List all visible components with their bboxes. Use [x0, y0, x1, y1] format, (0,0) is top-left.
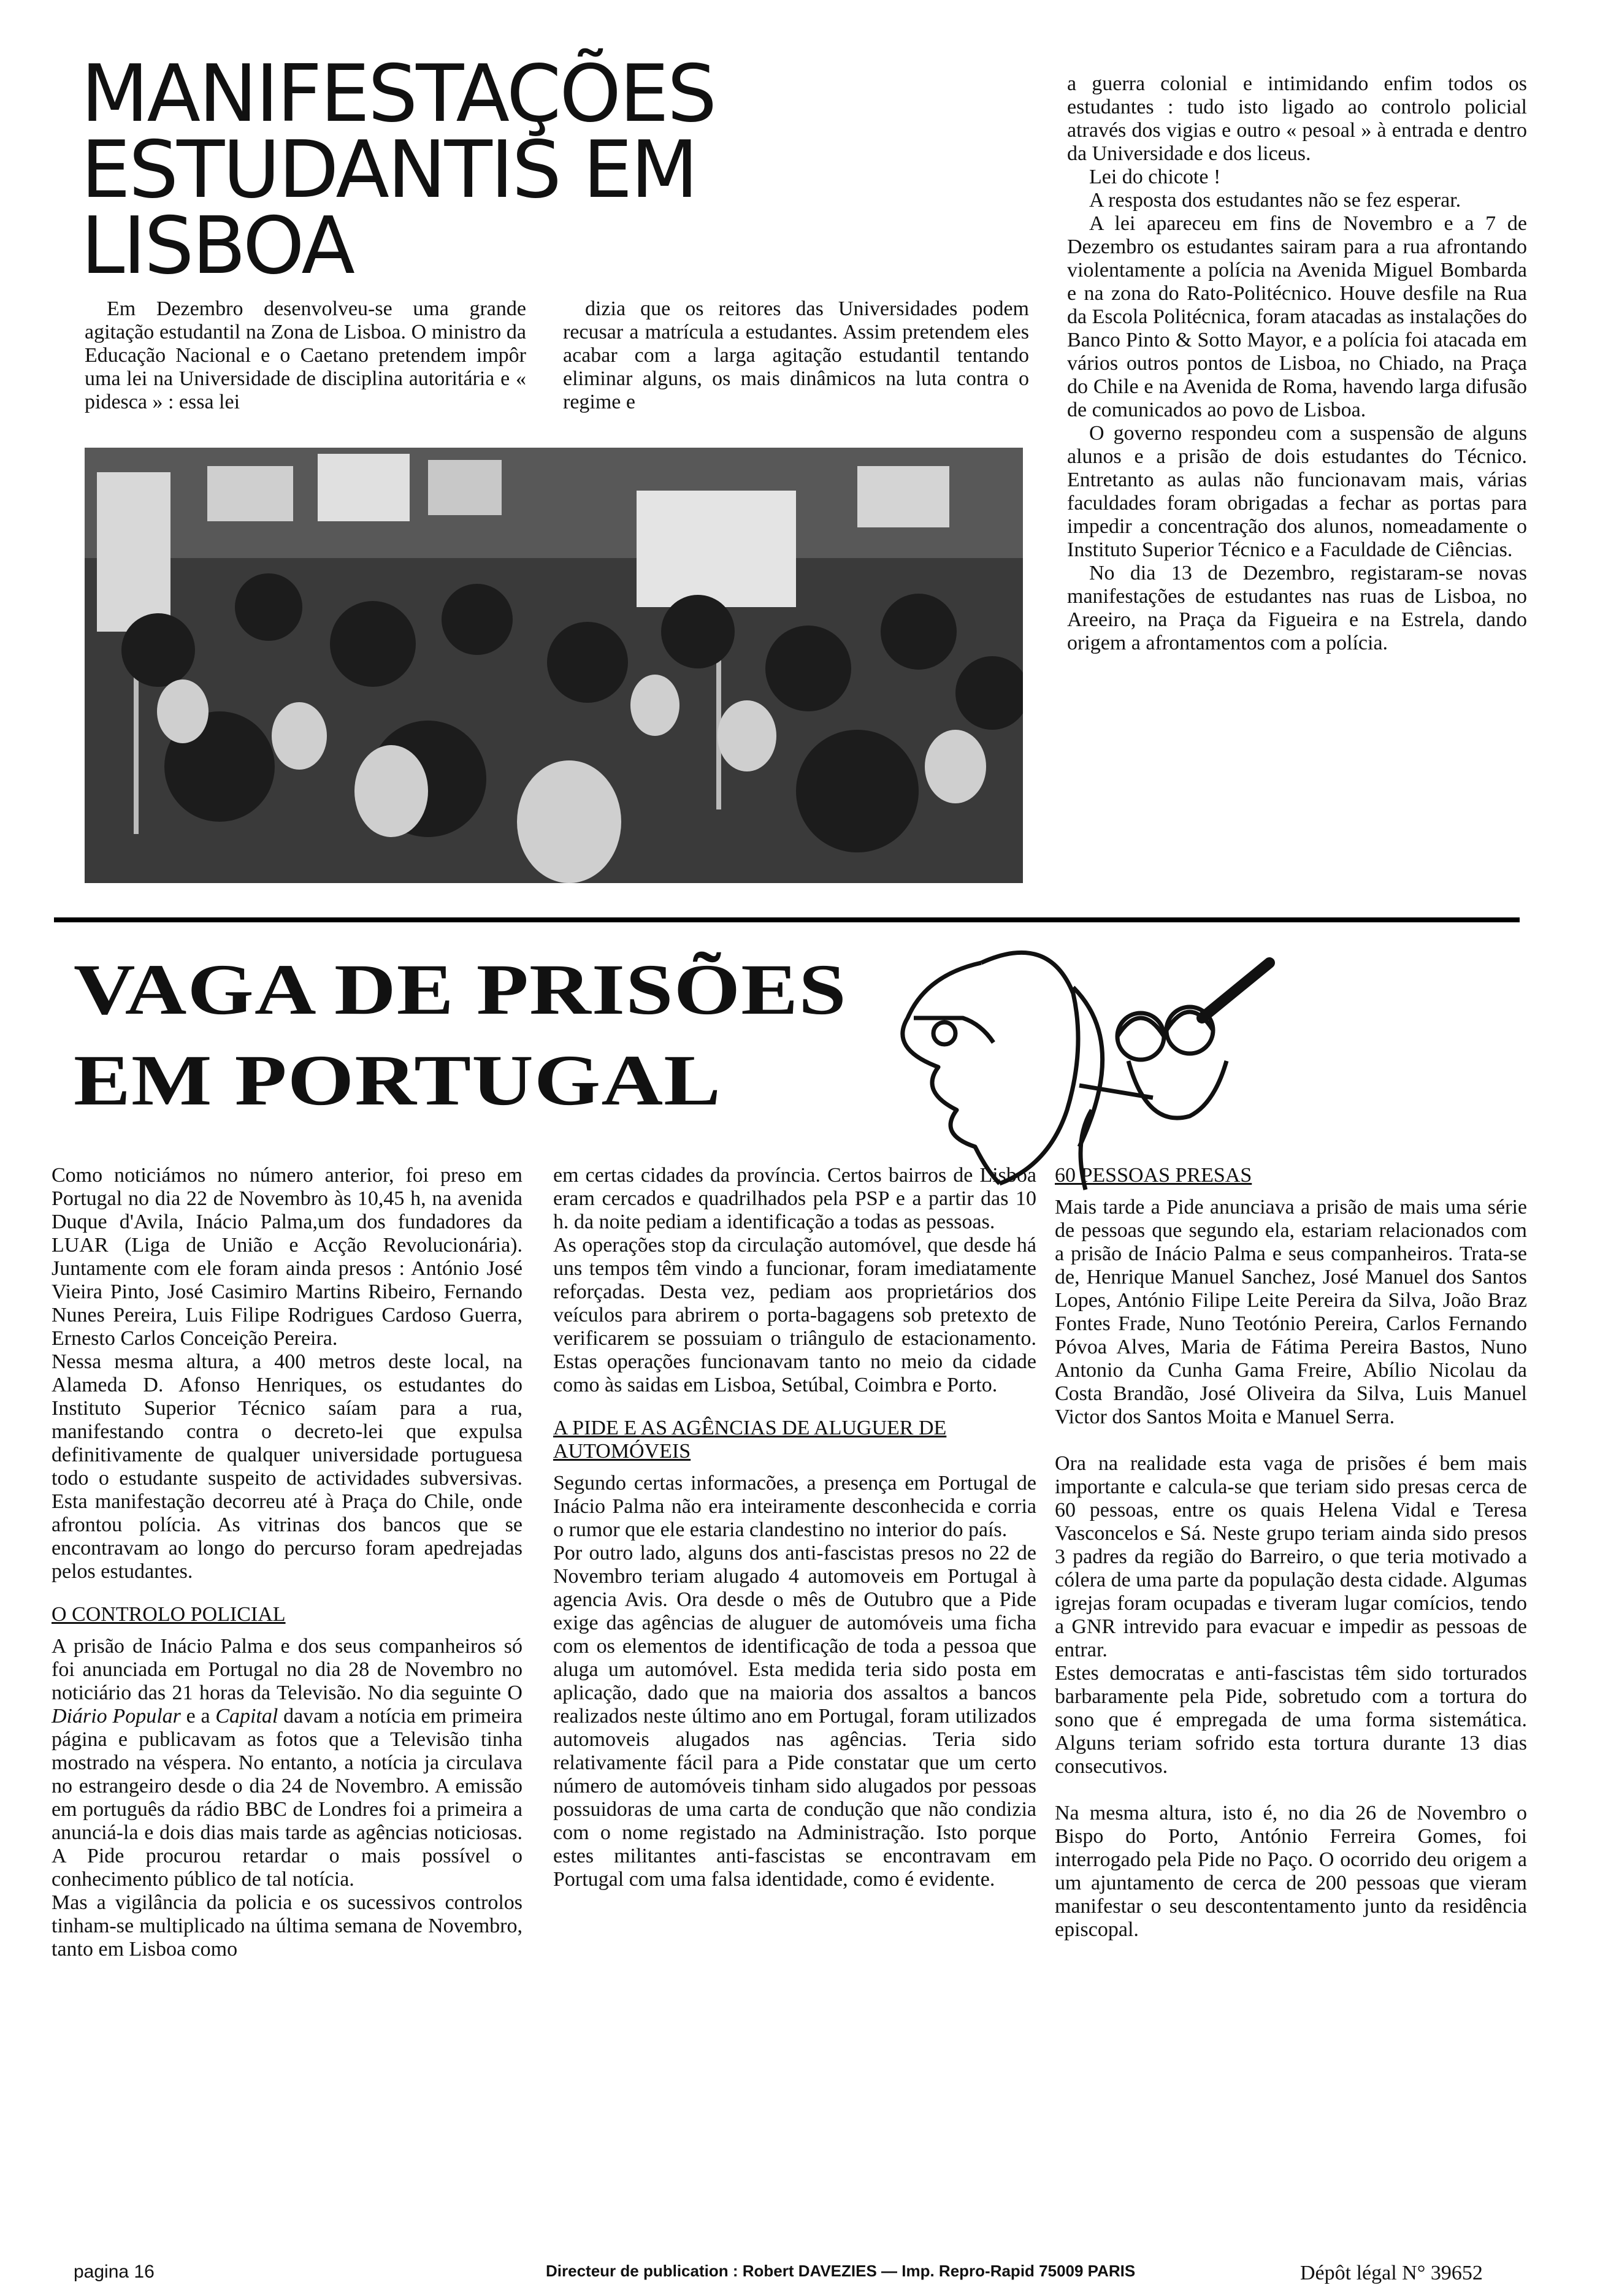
section-heading: A PIDE E AS AGÊNCIAS DE ALUGUER DE AUTOMÓVEIS — [553, 1417, 947, 1463]
article-title-2: VAGA DE PRISÕES EM PORTUGAL — [74, 949, 847, 1120]
page-number: pagina 16 — [74, 2262, 155, 2282]
article2-column-2: em certas cidades da província. Certos bairros de Lisboa eram cercados e quadrilhados pela PSP e a partir das 10 h. da noite pediam a identificação a todas as pessoas. As operações stop da circulação automóvel, que desde há uns tempos têm vindo a funcionar, foram imediatamente reforçadas. Desta vez, pediam aos proprietários dos veículos para abrirem o porta-bagagens sob pretexto de verificarem se possuiam o triângulo de estacionamento. Estas operações funcionavam tanto no meio da cidade como às saidas em Lisboa, Setúbal, Coimbra e Porto. A PIDE E AS AGÊNCIAS DE ALUGUER DE AUTOMÓVEIS Segundo certas informacões, a presença em Portugal de Inácio Palma não era inteiramente desconhecida e corria o rumor que ele estaria clandestino no interior do país. Por outro lado, alguns dos anti-fascistas presos no 22 de Novembro teriam alugado 4 automoveis em Portugal à agencia Avis. Ora desde o mês de Outubro que a Pide exige das agências de aluguer de automóveis uma ficha com os elementos de identificação de toda a pessoa que aluga um automóvel. Esta medida teria sido posta em aplicação, dado que na maioria dos assaltos a bancos realizados neste último ano em Portugal, foram utilizados automoveis alugados nas agências. Teria sido relativamente fácil para a Pide constatar que um certo número de automóveis tinham sido alugados por pessoas possuidoras de uma carta de condução que não condizia com o nome registado na Administração. Isto porque estes militantes anti-fascistas se encontravam em Portugal com uma falsa identidade, como é evidente. — [553, 1164, 1036, 1891]
article1-column-1: Em Dezembro desenvolveu-se uma grande agitação estudantil na Zona de Lisboa. O ministro da Educação Nacional e o Caetano pretendem impôr uma lei na Universidade de disciplina autoritária e « pidesca » : essa lei — [85, 297, 526, 413]
section-heading: 60 PESSOAS PRESAS — [1055, 1164, 1252, 1187]
article2-column-3: 60 PESSOAS PRESAS Mais tarde a Pide anunciava a prisão de mais uma série de pessoas que segundo ela, estariam relacionados com a prisão de Inácio Palma e seus companheiros. Trata-se de, Henrique Manuel Sanchez, José Manuel dos Santos Lopes, António Filipe Leite Pereira da Silva, João Braz Fontes Frade, Nuno Teotónio Pereira, Carlos Fernando Póvoa Alves, Maria de Fátima Pereira Bastos, Nuno Antonio da Cunha Gama Freire, Abílio Nicolau da Costa Brandão, José Oliveira da Silva, Luis Manuel Victor dos Santos Moita e Manuel Serra. Ora na realidade esta vaga de prisões é bem mais importante e calcula-se que teriam sido presas cerca de 60 pessoas, entre os quais Helena Vidal e Teresa Vasconcelos e Sá. Neste grupo teriam ainda sido presos 3 padres da região do Barreiro, o que teria motivado a cólera de uma parte da população desta cidade. Algumas igrejas foram ocupadas e tiveram lugar comícios, tendo a GNR intrevido para evacuar e impedir as pessoas de entrar. Estes democratas e anti-fascistas têm sido torturados barbaramente pela Pide, sobretudo com a tortura do sono que é empregada de uma forma sistemática. Alguns teriam sofrido esta tortura durante 13 dias consecutivos. Na mesma altura, isto é, no dia 26 de Novembro o Bispo do Porto, António Ferreira Gomes, foi interrogado pela Pide no Paço. O ocorrido deu origem a um ajuntamento de cerca de 200 pessoas que vieram manifestar o seu descontentamento junto da residência episcopal. — [1055, 1164, 1527, 1941]
pide-cartoon-icon — [871, 926, 1288, 1196]
article1-column-3: a guerra colonial e intimidando enfim todos os estudantes : tudo isto ligado ao controlo policial através dos vigias e outro « pesoal » à entrada e dentro da Universidade e dos liceus. Lei do chicote ! A resposta dos estudantes não se fez esperar. A lei apareceu em fins de Novembro e a 7 de Dezembro os estudantes sairam para a rua afrontando violentamente a polícia na Avenida Miguel Bombarda e na zona do Rato-Politécnico. Houve desfile na Rua da Escola Politécnica, foram atacadas as instalações do Banco Pinto & Sotto Mayor, e a polícia foi atacada em vários outros pontos de Lisboa, no Chiado, na Praça do Chile e na Avenida de Roma, havendo larga difusão de comunicados ao povo de Lisboa. O governo respondeu com a suspensão de alguns alunos e a prisão de dois estudantes do Técnico. Entretanto as aulas não funcionavam mais, várias faculdades foram obrigadas a fechar as portas para impedir a concentração dos alunos, nomeadamente o Instituto Superior Técnico e a Faculdade de Ciências. No dia 13 de Dezembro, registaram-se novas manifestações de estudantes nas ruas de Lisboa, no Areeiro, na Praça da Figueira e na Estrela, dando origem a afrontamentos com a polícia. — [1067, 72, 1527, 654]
article1-column-2: dizia que os reitores das Universidades podem recusar a matrícula a estudantes. Assim pretendem eles acabar com a larga agitação estudantil tentando eliminar alguns, os mais dinâmicos na luta contra o regime e — [563, 297, 1029, 413]
article-title-1: MANIFESTAÇÕES ESTUDANTIS EM LISBOA — [81, 48, 716, 292]
student-demonstration-photo — [85, 448, 1023, 883]
publisher-info: Directeur de publication : Robert DAVEZIES — Imp. Repro-Rapid 75009 PARIS — [546, 2262, 1136, 2280]
section-heading: O CONTROLO POLICIAL — [52, 1603, 286, 1626]
pide-cartoon — [871, 926, 1288, 1196]
article2-column-1: Como noticiámos no número anterior, foi preso em Portugal no dia 22 de Novembro às 10,45 h, na avenida Duque d'Avila, Inácio Palma,um dos fundadores da LUAR (Liga de União e Acção Revolucionária). Juntamente com ele foram ainda presos : António José Vieira Pinto, José Casimiro Martins Ribeiro, Fernando Nunes Pereira, Luis Filipe Rodrigues Cardoso Guerra, Ernesto Carlos Conceição Pereira. Nessa mesma altura, a 400 metros deste local, na Alameda D. Afonso Henriques, os estudantes do Instituto Superior Técnico saíam para a rua, manifestando contra o decreto-lei que expulsa definitivamente de qualquer universidade portuguesa todo o estudante suspeito de actividades subversivas. Esta manifestação decorreu até à Praça do Chile, onde afrontou polícia. As vitrinas dos bancos que se encontravam ao longo do percurso foram apedrejadas pelos estudantes. O CONTROLO POLICIAL A prisão de Inácio Palma e dos seus companheiros só foi anunciada em Portugal no dia 28 de Novembro no noticiário das 21 horas da Televisão. No dia seguinte O Diário Popular e a Capital davam a notícia em primeira página e publicavam as fotos que a Televisão tinha mostrado na véspera. No entanto, a notícia ja circulava no estrangeiro desde o dia 24 de Novembro. A emissão em português da rádio BBC de Londres foi a primeira a anunciá-la e dois dias mais tarde as agências noticiosas. A Pide procurou retardar o mais possível o conhecimento público de tal notícia. Mas a vigilância da policia e os sucessivos controlos tinham-se multiplicado na última semana de Novembro, tanto em Lisboa como — [52, 1164, 522, 1961]
legal-deposit: Dépôt légal N° 39652 — [1300, 2262, 1483, 2284]
crowd-image-icon — [85, 448, 1023, 883]
section-divider — [54, 917, 1520, 922]
